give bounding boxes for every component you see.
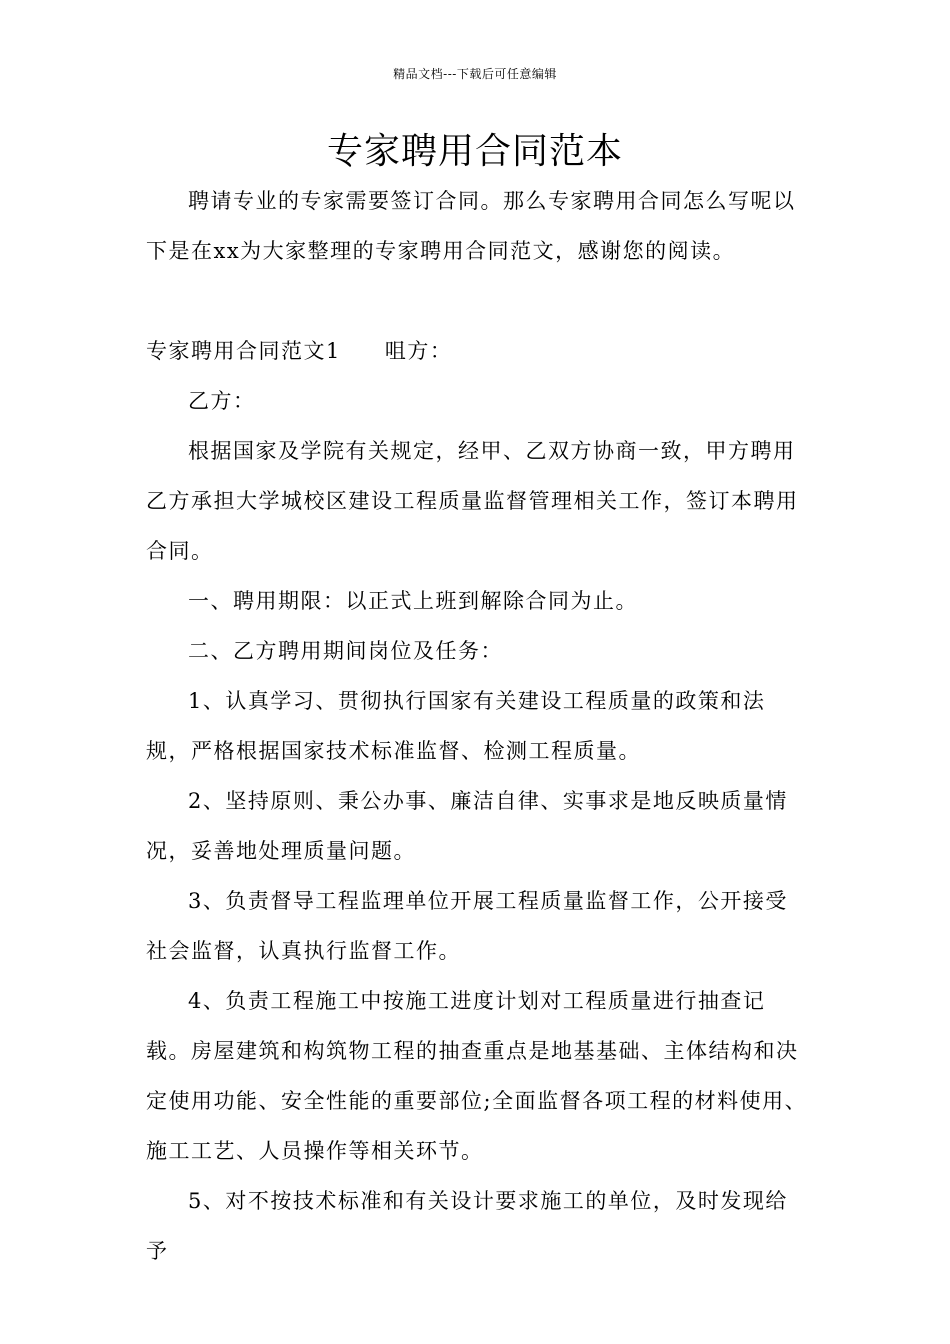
paragraph-gap [146,276,810,326]
body-paragraph: 根据国家及学院有关规定，经甲、乙双方协商一致，甲方聘用乙方承担大学城校区建设工程质量监督管理相关工作，签订本聘用合同。 [146,439,799,563]
body-paragraph: 二、乙方聘用期间岗位及任务： [188,639,503,663]
page-header: 精品文档---下载后可任意编辑 [393,67,557,81]
section-heading-line [146,326,810,376]
body-paragraph: 一、聘用期限：以正式上班到解除合同为止。 [188,589,638,613]
body-paragraph: 3、负责督导工程监理单位开展工程质量监督工作，公开接受社会监督，认真执行监督工作。 [146,889,788,963]
document-body [146,176,810,1276]
body-paragraph: 5、对不按技术标准和有关设计要求施工的单位，及时发现给予 [146,1189,788,1263]
document-title: 专家聘用合同范本 [326,131,623,172]
body-paragraph: 2、坚持原则、秉公办事、廉洁自律、实事求是地反映质量情况，妥善地处理质量问题。 [146,789,788,863]
body-paragraph: 1、认真学习、贯彻执行国家有关建设工程质量的政策和法规，严格根据国家技术标准监督、检测工程质量。 [146,689,766,763]
party-a-label: 咀方： [384,339,453,363]
party-b-label: 乙方： [188,389,256,413]
body-paragraph: 4、负责工程施工中按施工进度计划对工程质量进行抽查记载。房屋建筑和构筑物工程的抽查重点是地基基础、主体结构和决定使用功能、安全性能的重要部位;全面监督各项工程的材料使用、施工工艺、人员操作等相关环节。 [146,989,808,1163]
intro-paragraph: 聘请专业的专家需要签订合同。那么专家聘用合同怎么写呢以下是在xx为大家整理的专家聘用合同范文，感谢您的阅读。 [146,189,796,263]
section-heading: 专家聘用合同范文1 [146,339,341,363]
